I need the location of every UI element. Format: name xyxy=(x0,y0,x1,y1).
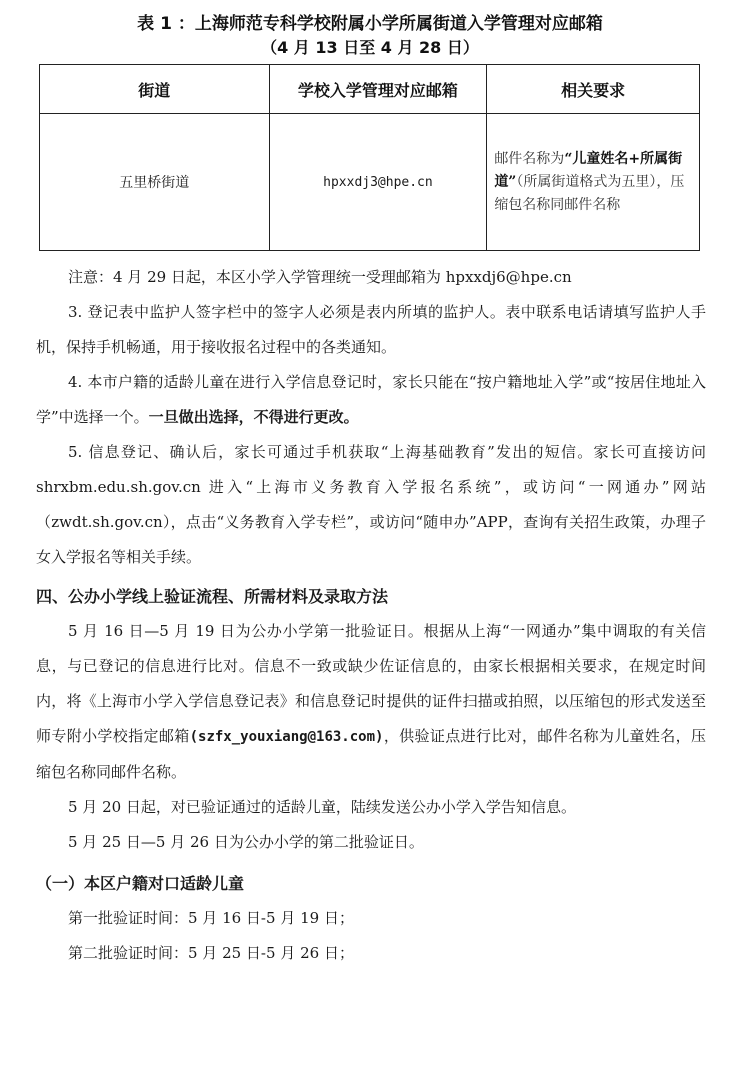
table-title xyxy=(0,12,740,60)
cell-street: 五里桥街道 xyxy=(40,114,270,251)
section-4-p1-text-a: 5 月 16 日—5 月 19 日为公办小学第一批验证日。根据从上海“一网通办”集中调取的有关信息，与已登记的信息进行比对。信息不一致或缺少佐证信息的，由家长根据相关要求，在规定时间内，将《上海市小学入学信息登记表》和信息登记时提供的证件扫描或拍照，以压缩包的形式发送至师专附小学校指定邮箱 xyxy=(36,622,706,745)
header-email: 学校入学管理对应邮箱 xyxy=(269,65,487,114)
cell-requirements xyxy=(487,114,700,251)
subsection-1-line-1: 第一批验证时间：5 月 16 日-5 月 19 日； xyxy=(68,909,354,927)
mailbox-table xyxy=(39,64,700,251)
subsection-1-line-2: 第二批验证时间：5 月 25 日-5 月 26 日； xyxy=(68,944,354,962)
header-requirements: 相关要求 xyxy=(487,65,700,114)
req-text-c: （所属街道格式为五里），压缩包名称同邮件名称 xyxy=(494,173,685,213)
item-4-emphasis: 一旦做出选择，不得进行更改。 xyxy=(148,408,359,426)
subsection-1-heading: （一）本区户籍对口适龄儿童 xyxy=(36,874,245,893)
table-title-date-range: （4 月 13 日至 4 月 28 日） xyxy=(261,38,479,57)
item-4-text: 4. 本市户籍的适龄儿童在进行入学信息登记时，家长只能在“按户籍地址入学”或“按居住地址入学”中选择一个。 xyxy=(36,373,706,426)
section-4-paragraph-3: 5 月 25 日—5 月 26 日为公办小学的第二批验证日。 xyxy=(68,833,424,851)
school-email: (szfx_youxiang@163.com) xyxy=(189,729,384,745)
item-3-paragraph: 3. 登记表中监护人签字栏中的签字人必须是表内所填的监护人。表中联系电话请填写监护人手机，保持手机畅通，用于接收报名过程中的各类通知。 xyxy=(36,303,706,356)
section-4-paragraph-2: 5 月 20 日起，对已验证通过的适龄儿童，陆续发送公办小学入学告知信息。 xyxy=(68,798,576,816)
item-4-paragraph xyxy=(36,365,706,435)
req-text-highlight: “儿童姓名+所属街道” xyxy=(494,150,683,190)
cell-email: hpxxdj3@hpe.cn xyxy=(269,114,487,251)
header-street: 街道 xyxy=(40,65,270,114)
section-4-p1-text-b: ，供验证点进行比对，邮件名称为儿童姓名，压缩包名称同邮件名称。 xyxy=(36,727,706,781)
req-text-a: 邮件名称为 xyxy=(494,150,565,167)
body-text xyxy=(36,260,706,971)
table-row xyxy=(40,114,700,251)
section-4-paragraph-1 xyxy=(36,614,706,790)
table-title-main: 表 1 ：上海师范专科学校附属小学所属街道入学管理对应邮箱 xyxy=(137,14,603,34)
section-4-heading: 四、公办小学线上验证流程、所需材料及录取方法 xyxy=(36,587,389,606)
notice-paragraph: 注意：4 月 29 日起，本区小学入学管理统一受理邮箱为 hpxxdj6@hpe.cn xyxy=(68,268,572,286)
table-header-row xyxy=(40,65,700,114)
item-5-paragraph: 5. 信息登记、确认后，家长可通过手机获取“上海基础教育”发出的短信。家长可直接访问 shrxbm.edu.sh.gov.cn 进入“上海市义务教育入学报名系统”，或访问“一网通办”网站（zwdt.sh.gov.cn），点击“义务教育入学专栏”，或访问“随申办”APP，查询有关招生政策，办理子女入学报名等相关手续。 xyxy=(36,443,706,566)
